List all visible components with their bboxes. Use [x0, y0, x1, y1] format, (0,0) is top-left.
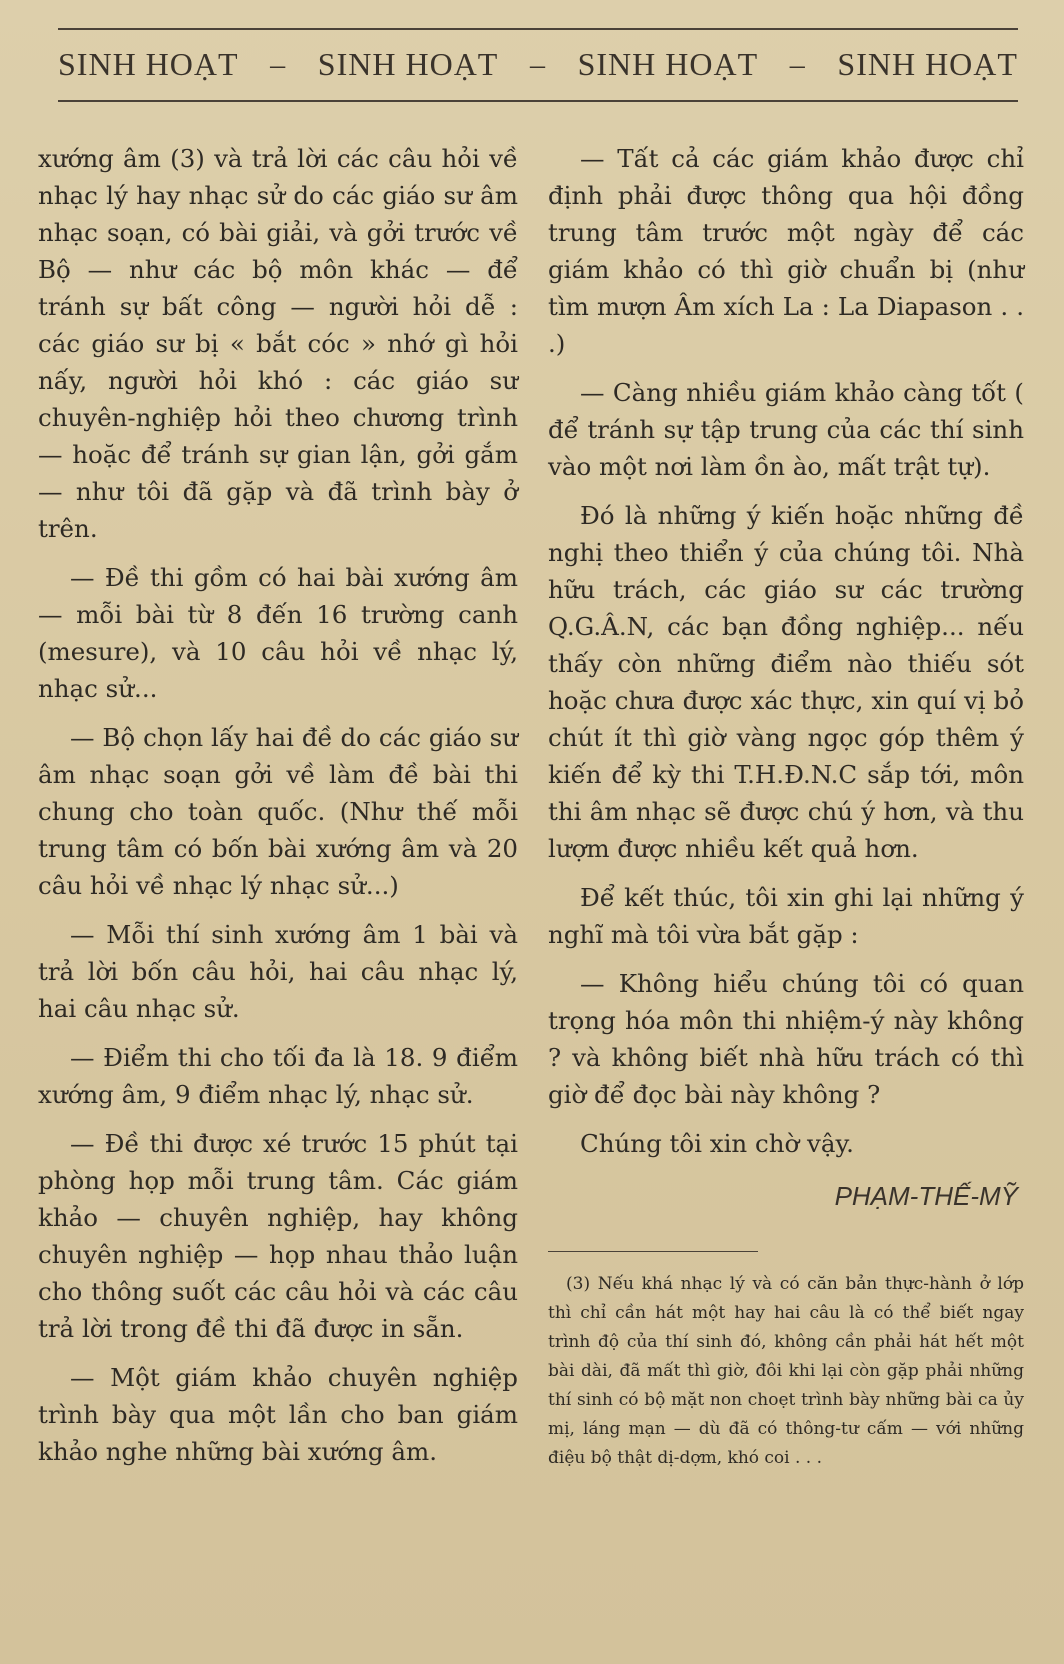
paragraph: — Điểm thi cho tối đa là 18. 9 điểm xướng âm, 9 điểm nhạc lý, nhạc sử. — [38, 1043, 518, 1109]
header-separator: – — [789, 47, 806, 81]
top-rule — [58, 28, 1018, 30]
header-rule — [58, 100, 1018, 102]
paragraph: xướng âm (3) và trả lời các câu hỏi về nhạc lý hay nhạc sử do các giáo sư âm nhạc soạn, có bài giải, và gởi trước về Bộ — như các bộ môn khác — để tránh sự bất công — người hỏi dễ : các giáo sư bị « bắt cóc » nhớ gì hỏi nấy, người hỏi khó : các giáo sư chuyên-nghiệp hỏi theo chương trình — hoặc để tránh sự gian lận, gởi gắm — như tôi đã gặp và đã trình bày ở trên. — [38, 144, 518, 543]
paragraph: — Càng nhiều giám khảo càng tốt ( để tránh sự tập trung của các thí sinh vào một nơi làm ồn ào, mất trật tự). — [548, 378, 1024, 481]
header-item: SINH HOẠT — [837, 46, 1018, 82]
header-separator: – — [270, 47, 287, 81]
paragraph: — Không hiểu chúng tôi có quan trọng hóa môn thi nhiệm-ý này không ? và không biết nhà hữu trách có thì giờ để đọc bài này không ? — [548, 969, 1024, 1109]
paragraph: Chúng tôi xin chờ vậy. — [580, 1129, 854, 1158]
paragraph: — Tất cả các giám khảo được chỉ định phải được thông qua hội đồng trung tâm trước một ngày để các giám khảo có thì giờ chuẩn bị (như tìm mượn Âm xích La : La Diapason . . .) — [548, 144, 1024, 358]
header-item: SINH HOẠT — [58, 46, 239, 82]
left-column — [38, 140, 518, 1482]
paragraph: — Một giám khảo chuyên nghiệp trình bày qua một lần cho ban giám khảo nghe những bài xướng âm. — [38, 1363, 518, 1466]
paragraph: Đó là những ý kiến hoặc những đề nghị theo thiển ý của chúng tôi. Nhà hữu trách, các giáo sư các trường Q.G.Â.N, các bạn đồng nghiệp... nếu thấy còn những điểm nào thiếu sót hoặc chưa được xác thực, xin quí vị bỏ chút ít thì giờ vàng ngọc góp thêm ý kiến để kỳ thi T.H.Đ.N.C sắp tới, môn thi âm nhạc sẽ được chú ý hơn, và thu lượm được nhiều kết quả hơn. — [548, 501, 1024, 863]
paragraph: — Mỗi thí sinh xướng âm 1 bài và trả lời bốn câu hỏi, hai câu nhạc lý, hai câu nhạc sử. — [38, 920, 518, 1023]
paragraph: — Đề thi gồm có hai bài xướng âm — mỗi bài từ 8 đến 16 trường canh (mesure), và 10 câu hỏi về nhạc lý, nhạc sử... — [38, 563, 518, 703]
footnote: (3) Nếu khá nhạc lý và có căn bản thực-hành ở lớp thì chỉ cần hát một hay hai câu là có thể biết ngay trình độ của thí sinh đó, không cần phải hát hết một bài dài, đã mất thì giờ, đôi khi lại còn gặp phải những thí sinh có bộ mặt non choẹt trình bày những bài ca ủy mị, láng mạn — dù đã có thông-tư cấm — với những điệu bộ thật dị-dợm, khó coi . . . — [548, 1274, 1024, 1468]
paragraph: — Đề thi được xé trước 15 phút tại phòng họp mỗi trung tâm. Các giám khảo — chuyên nghiệp, hay không chuyên nghiệp — họp nhau thảo luận cho thông suốt các câu hỏi và các câu trả lời trong đề thi đã được in sẵn. — [38, 1129, 518, 1343]
running-header — [58, 46, 1018, 83]
header-item: SINH HOẠT — [577, 46, 759, 82]
footnote-rule — [548, 1251, 758, 1252]
author-signature: PHẠM-THẾ-MỸ — [834, 1181, 1018, 1211]
right-column — [548, 140, 1024, 1473]
paragraph: — Bộ chọn lấy hai đề do các giáo sư âm nhạc soạn gởi về làm đề bài thi chung cho toàn quốc. (Như thế mỗi trung tâm có bốn bài xướng âm và 20 câu hỏi về nhạc lý nhạc sử...) — [38, 723, 518, 900]
header-separator: – — [529, 47, 546, 81]
paragraph: Để kết thúc, tôi xin ghi lại những ý nghĩ mà tôi vừa bắt gặp : — [548, 883, 1024, 949]
header-item: SINH HOẠT — [317, 46, 499, 82]
